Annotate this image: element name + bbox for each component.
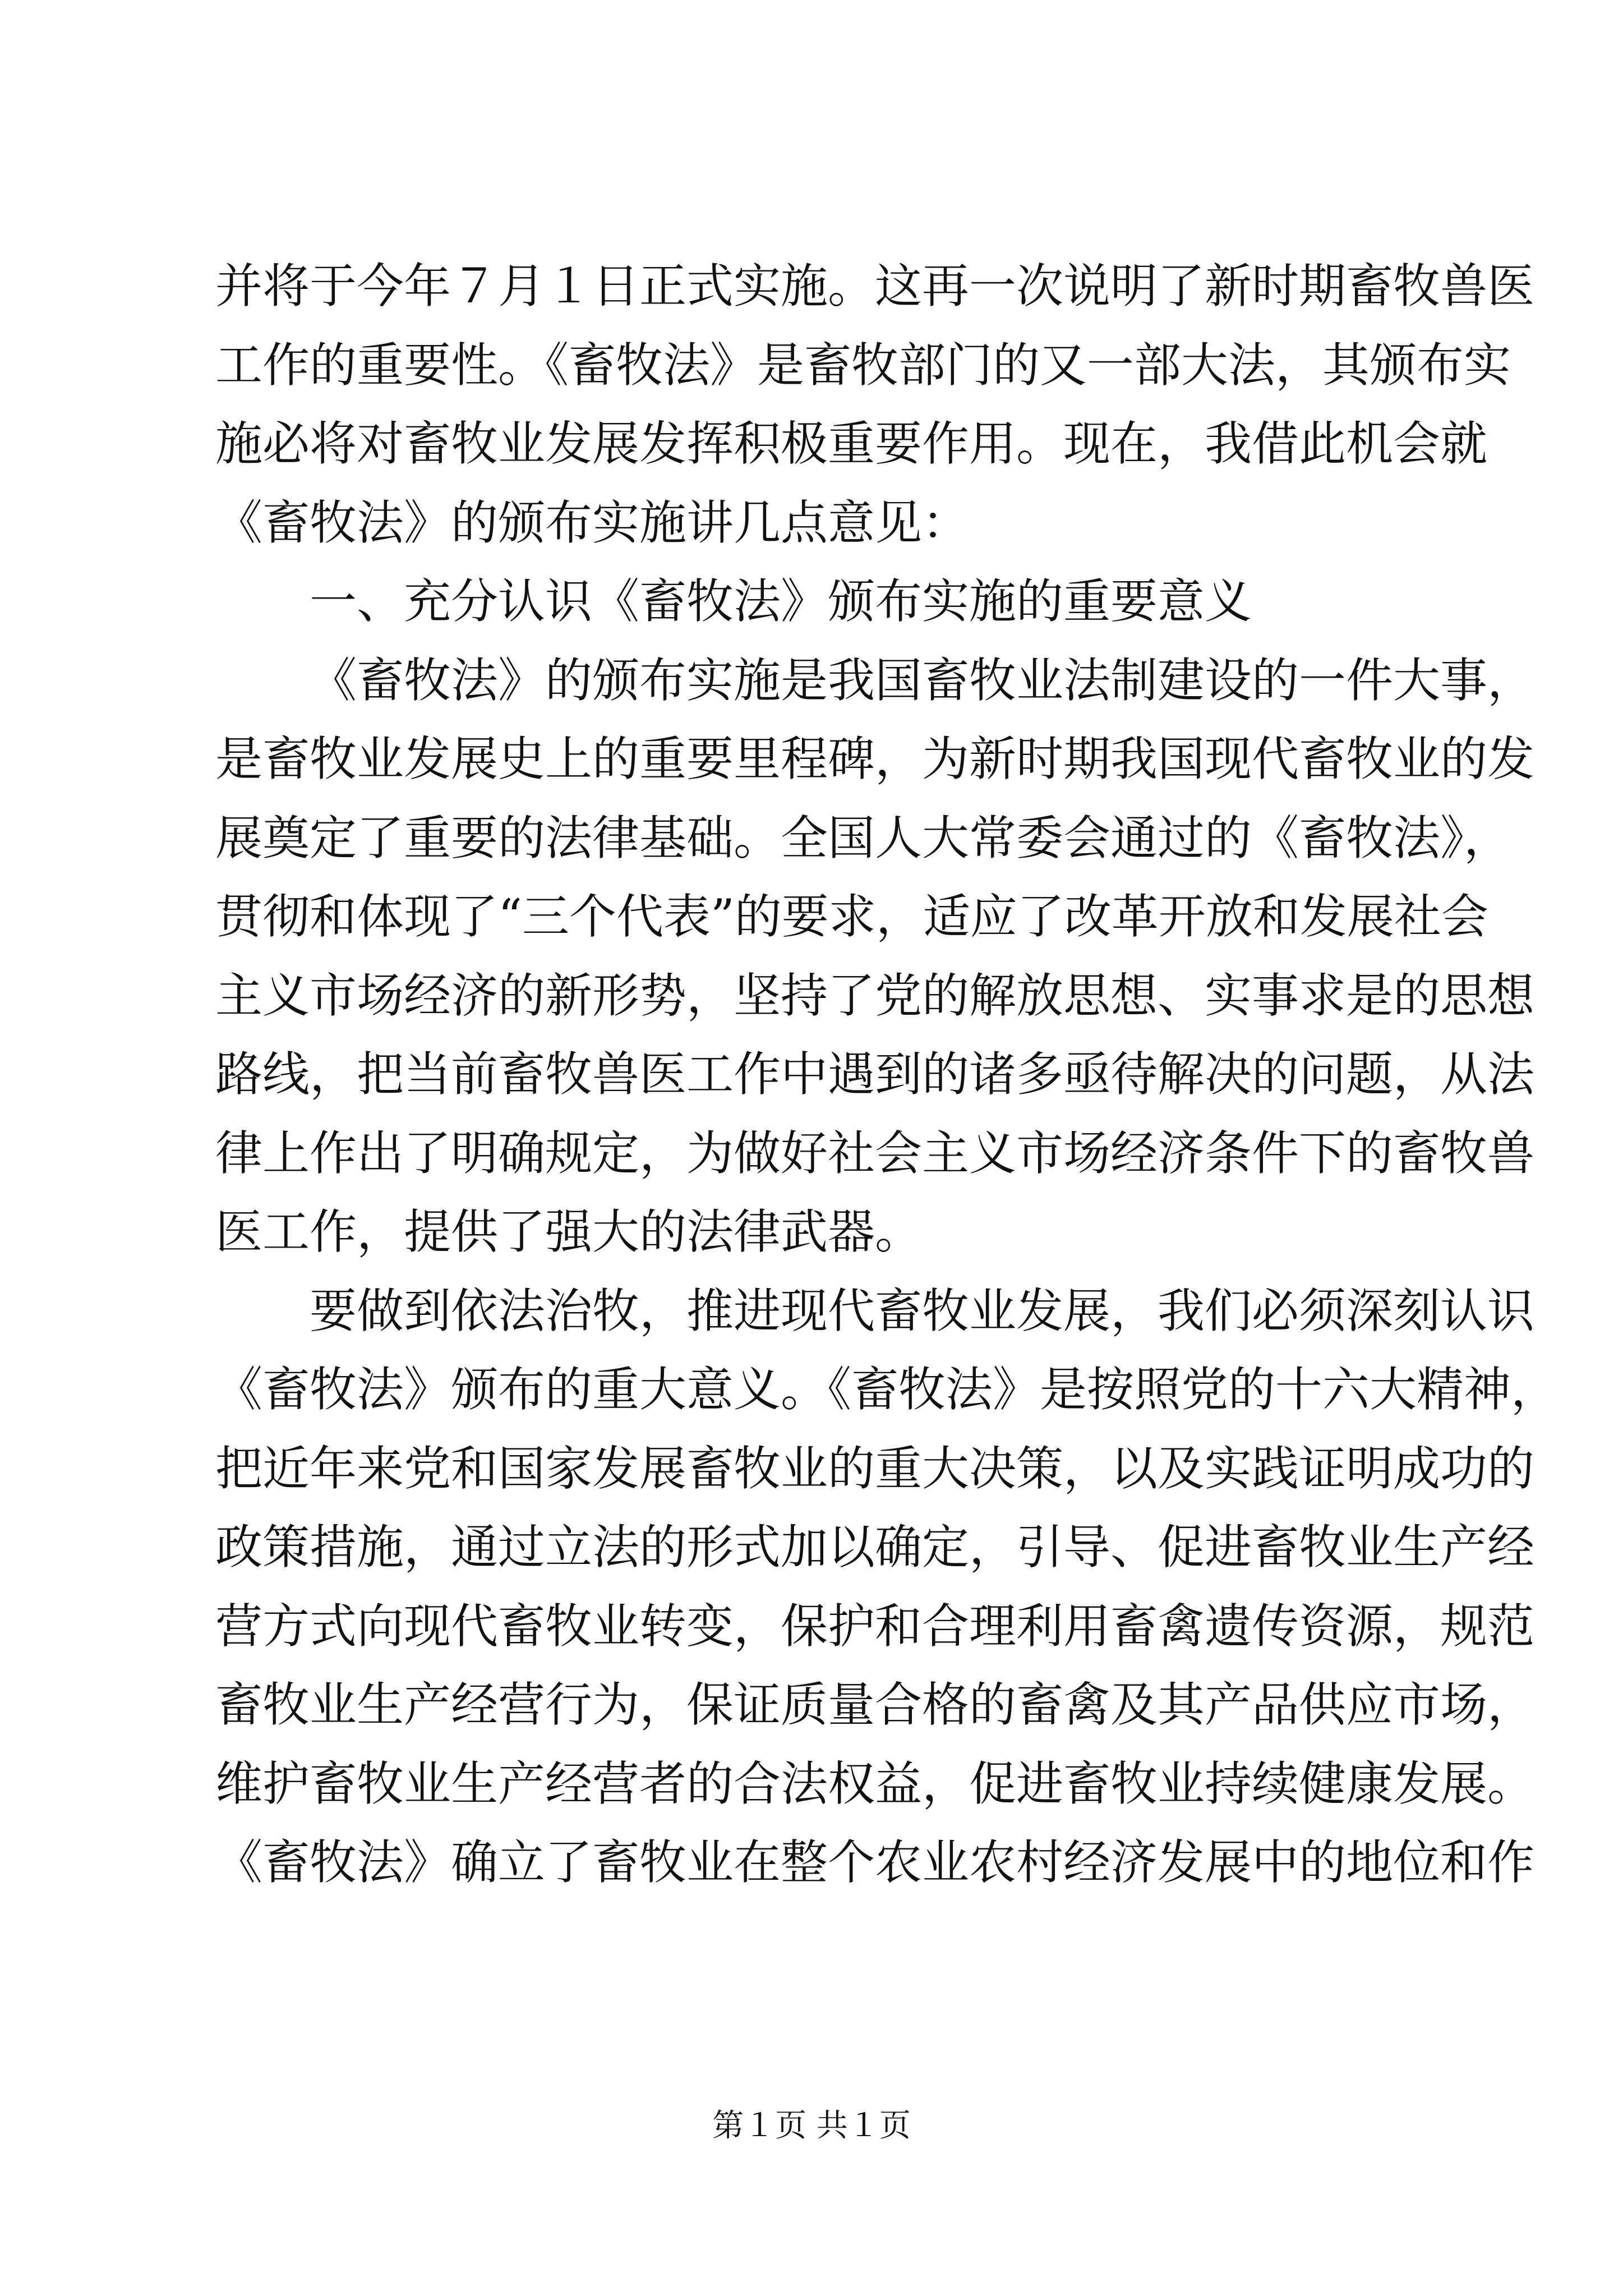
text-line: 并将于今年７月１日正式实施。这再一次说明了新时期畜牧兽医 (215, 259, 1535, 314)
document-body (215, 247, 1559, 1902)
text-line: 展奠定了重要的法律基础。全国人大常委会通过的《畜牧法》， (215, 810, 1511, 866)
text-line: 律上作出了明确规定，为做好社会主义市场经济条件下的畜牧兽 (215, 1125, 1535, 1181)
text-line: 《畜牧法》的颁布实施是我国畜牧业法制建设的一件大事， (310, 652, 1535, 708)
text-line: 主义市场经济的新形势，坚持了党的解放思想、实事求是的思想 (215, 968, 1535, 1023)
text-line: 一、充分认识《畜牧法》颁布实施的重要意义 (310, 574, 1252, 629)
text-line: 政策措施，通过立法的形式加以确定，引导、促进畜牧业生产经 (215, 1520, 1535, 1575)
text-line: 贯彻和体现了“三个代表”的要求，适应了改革开放和发展社会 (215, 889, 1488, 944)
text-line: 维护畜牧业生产经营者的合法权益，促进畜牧业持续健康发展。 (215, 1756, 1535, 1811)
text-line: 畜牧业生产经营行为，保证质量合格的畜禽及其产品供应市场， (215, 1677, 1535, 1732)
text-line: 医工作，提供了强大的法律武器。 (215, 1204, 923, 1259)
text-line: 工作的重要性。《畜牧法》是畜牧部门的又一部大法，其颁布实 (215, 337, 1511, 393)
text-line: 营方式向现代畜牧业转变，保护和合理利用畜禽遗传资源，规范 (215, 1598, 1535, 1654)
text-line: 《畜牧法》的颁布实施讲几点意见： (215, 495, 970, 550)
text-line: 《畜牧法》颁布的重大意义。《畜牧法》是按照党的十六大精神， (215, 1362, 1559, 1417)
text-line: 要做到依法治牧，推进现代畜牧业发展，我们必须深刻认识 (310, 1283, 1535, 1338)
text-line: 施必将对畜牧业发展发挥积极重要作用。现在，我借此机会就 (215, 416, 1488, 471)
text-line: 是畜牧业发展史上的重要里程碑，为新时期我国现代畜牧业的发 (215, 731, 1535, 786)
text-line: 把近年来党和国家发展畜牧业的重大决策，以及实践证明成功的 (215, 1441, 1535, 1496)
text-line: 路线，把当前畜牧兽医工作中遇到的诸多亟待解决的问题，从法 (215, 1047, 1535, 1102)
text-line: 《畜牧法》确立了畜牧业在整个农业农村经济发展中的地位和作 (215, 1835, 1535, 1890)
page-footer: 第１页 共１页 (712, 2108, 911, 2144)
